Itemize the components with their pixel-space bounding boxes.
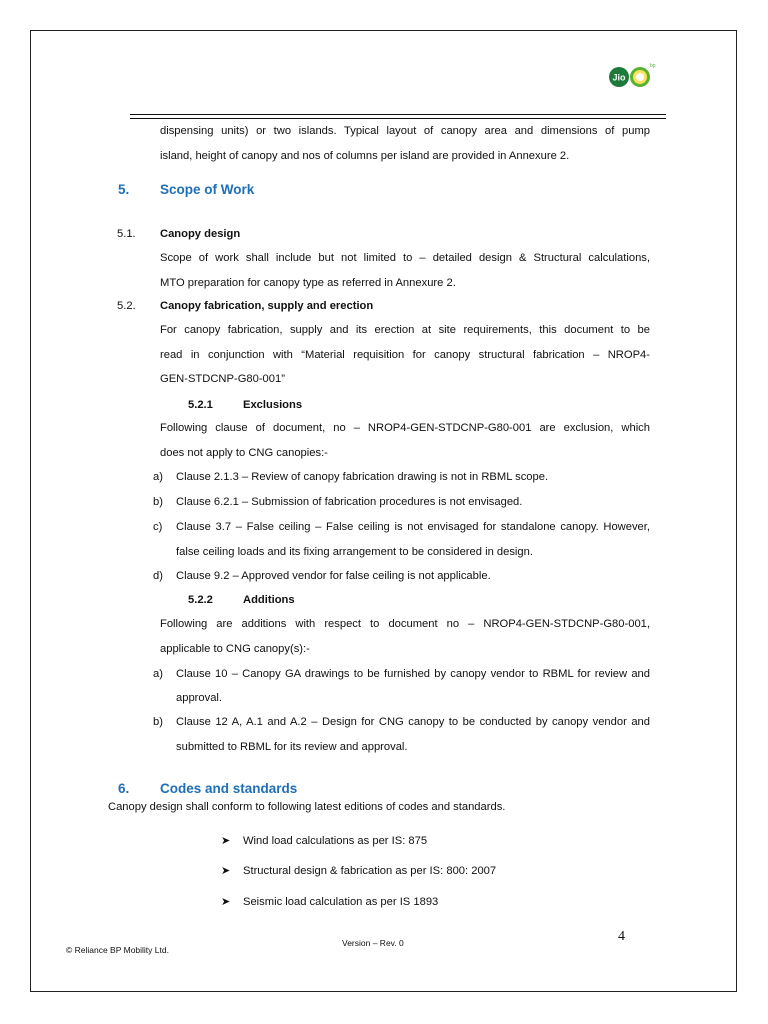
section-5-2-2-line-2: applicable to CNG canopy(s):- xyxy=(160,643,310,655)
header-rule-top xyxy=(130,114,666,115)
section-5-title: Scope of Work xyxy=(160,182,255,197)
exclusion-c-marker: c) xyxy=(153,521,163,533)
exclusion-c-text-2: false ceiling loads and its fixing arrangement to be considered in design. xyxy=(176,546,533,558)
addition-b-text-2: submitted to RBML for its review and approval. xyxy=(176,741,408,753)
section-5-2-line-3: GEN-STDCNP-G80-001” xyxy=(160,373,285,385)
footer-version: Version – Rev. 0 xyxy=(342,938,404,948)
exclusion-a-text: Clause 2.1.3 – Review of canopy fabrication drawing is not in RBML scope. xyxy=(176,471,549,483)
page-number: 4 xyxy=(618,929,625,944)
section-5-number: 5. xyxy=(118,182,130,197)
bullet-arrow-icon: ➤ xyxy=(221,835,231,847)
section-6-intro: Canopy design shall conform to following latest editions of codes and standards. xyxy=(108,801,506,813)
exclusion-b-text: Clause 6.2.1 – Submission of fabrication procedures is not envisaged. xyxy=(176,496,523,508)
exclusion-b-marker: b) xyxy=(153,496,163,508)
addition-a-text-1: Clause 10 – Canopy GA drawings to be furnished by canopy vendor to RBML for review and xyxy=(176,668,650,680)
addition-a-marker: a) xyxy=(153,668,163,680)
section-5-2-title: Canopy fabrication, supply and erection xyxy=(160,300,374,312)
section-5-2-2-line-1: Following are additions with respect to document no – NROP4-GEN-STDCNP-G80-001, xyxy=(160,618,650,630)
section-5-2-line-2: read in conjunction with “Material requisition for canopy structural fabrication – NROP4- xyxy=(160,349,650,361)
addition-b-text-1: Clause 12 A, A.1 and A.2 – Design for CNG canopy to be conducted by canopy vendor and xyxy=(176,716,650,728)
section-5-2-2-number: 5.2.2 xyxy=(188,594,213,606)
section-5-1-title: Canopy design xyxy=(160,228,241,240)
standard-item-1: Wind load calculations as per IS: 875 xyxy=(243,835,428,847)
section-6-title: Codes and standards xyxy=(160,781,298,796)
section-5-2-1-title: Exclusions xyxy=(243,399,303,411)
exclusion-d-text: Clause 9.2 – Approved vendor for false ceiling is not applicable. xyxy=(176,570,491,582)
jio-bp-logo xyxy=(606,62,662,88)
section-5-1-line-1: Scope of work shall include but not limited to – detailed design & Structural calculations, xyxy=(160,252,650,264)
addition-b-marker: b) xyxy=(153,716,163,728)
lead-line-2: island, height of canopy and nos of columns per island are provided in Annexure 2. xyxy=(160,150,570,162)
section-5-2-number: 5.2. xyxy=(117,300,136,312)
section-5-2-1-line-1: Following clause of document, no – NROP4-GEN-STDCNP-G80-001 are exclusion, which xyxy=(160,422,650,434)
section-6-number: 6. xyxy=(118,781,130,796)
svg-text:Jio: Jio xyxy=(612,72,626,83)
exclusion-c-text-1: Clause 3.7 – False ceiling – False ceiling is not envisaged for standalone canopy. However, xyxy=(176,521,650,533)
addition-a-text-2: approval. xyxy=(176,692,223,704)
bullet-arrow-icon: ➤ xyxy=(221,865,231,877)
exclusion-d-marker: d) xyxy=(153,570,163,582)
section-5-2-1-number: 5.2.1 xyxy=(188,399,213,411)
bullet-arrow-icon: ➤ xyxy=(221,896,231,908)
section-5-2-1-line-2: does not apply to CNG canopies:- xyxy=(160,447,328,459)
standard-item-2: Structural design & fabrication as per IS: 800: 2007 xyxy=(243,865,497,877)
header-rule-bottom xyxy=(130,118,666,119)
exclusion-a-marker: a) xyxy=(153,471,163,483)
section-5-1-line-2: MTO preparation for canopy type as referred in Annexure 2. xyxy=(160,277,456,289)
svg-text:bp: bp xyxy=(650,63,656,69)
section-5-2-2-title: Additions xyxy=(243,594,295,606)
section-5-2-line-1: For canopy fabrication, supply and its erection at site requirements, this document to be xyxy=(160,324,650,336)
lead-line-1: dispensing units) or two islands. Typical layout of canopy area and dimensions of pump xyxy=(160,125,650,137)
standard-item-3: Seismic load calculation as per IS 1893 xyxy=(243,896,439,908)
footer-copyright: © Reliance BP Mobility Ltd. xyxy=(66,945,169,955)
section-5-1-number: 5.1. xyxy=(117,228,136,240)
